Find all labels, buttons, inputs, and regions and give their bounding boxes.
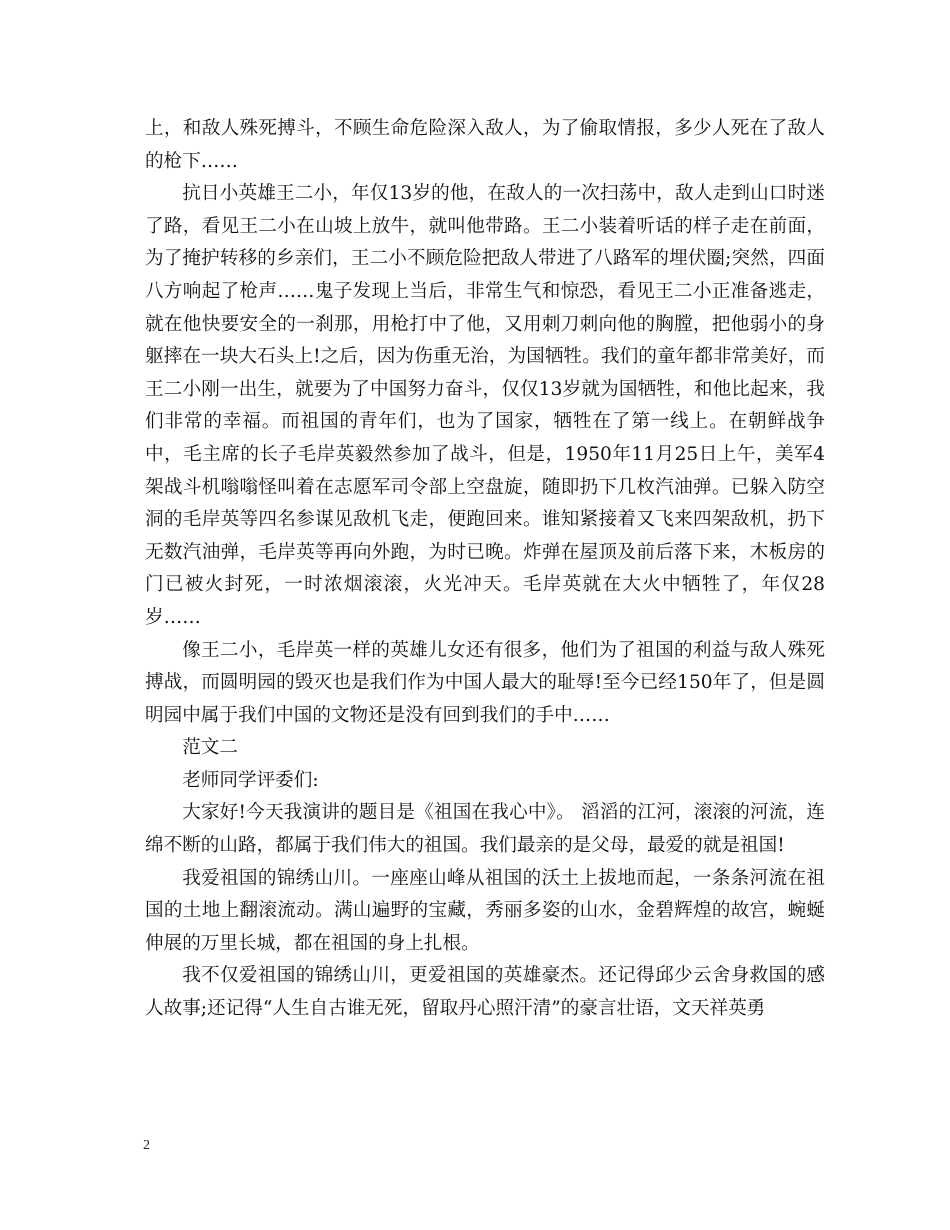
paragraph-love-mountains-rivers: 我爱祖国的锦绣山川。一座座山峰从祖国的沃土上拔地而起，一条条河流在祖国的土地上翻滚流动。满山遍野的宝藏，秀丽多姿的山水，金碧辉煌的故宫，蜿蜒伸展的万里长城，都在祖国的身上扎根。 — [145, 867, 825, 954]
paragraph-heroes-summary: 像王二小，毛岸英一样的英雄儿女还有很多，他们为了祖国的利益与敌人殊死搏战，而圆明园的毁灭也是我们作为中国人最大的耻辱!至今已经150年了，但是圆明园中属于我们中国的文物还是没有回到我们的手中…… — [145, 639, 825, 726]
salutation: 老师同学评委们: — [182, 769, 319, 791]
section-heading-example-two: 范文二 — [182, 737, 238, 759]
page-number: 2 — [143, 1138, 150, 1153]
paragraph-speech-intro: 大家好!今天我演讲的题目是《祖国在我心中》。 滔滔的江河，滚滚的河流，连绵不断的山路，都属于我们伟大的祖国。我们最亲的是父母，最爱的就是祖国! — [145, 802, 825, 857]
paragraph-wang-erxiao-mao-anying: 抗日小英雄王二小，年仅13岁的他，在敌人的一次扫荡中，敌人走到山口时迷了路，看见王二小在山坡上放牛，就叫他带路。王二小装着听话的样子走在前面，为了掩护转移的乡亲们，王二小不顾危险把敌人带进了八路军的埋伏圈;突然，四面八方响起了枪声……鬼子发现上当后，非常生气和惊恐，看见王二小正准备逃走，就在他快要安全的一刹那，用枪打中了他，又用刺刀刺向他的胸膛，把他弱小的身躯摔在一块大石头上!之后，因为伤重无治，为国牺牲。我们的童年都非常美好，而王二小刚一出生，就要为了中国努力奋斗，仅仅13岁就为国牺牲，和他比起来，我们非常的幸福。而祖国的青年们，也为了国家，牺牲在了第一线上。在朝鲜战争中，毛主席的长子毛岸英毅然参加了战斗，但是，1950年11月25日上午，美军4架战斗机嗡嗡怪叫着在志愿军司令部上空盘旋，随即扔下几枚汽油弹。已躲入防空洞的毛岸英等四名参谋见敌机飞走，便跑回来。谁知紧接着又飞来四架敌机，扔下无数汽油弹，毛岸英等再向外跑，为时已晚。炸弹在屋顶及前后落下来，木板房的门已被火封死，一时浓烟滚滚，火光冲天。毛岸英就在大火中牺牲了，年仅28岁…… — [145, 183, 825, 628]
paragraph-continuation: 上，和敌人殊死搏斗，不顾生命危险深入敌人，为了偷取情报，多少人死在了敌人的枪下…… — [145, 118, 825, 172]
paragraph-love-heroes: 我不仅爱祖国的锦绣山川，更爱祖国的英雄豪杰。还记得邱少云舍身救国的感人故事;还记得“人生自古谁无死，留取丹心照汗清”的豪言壮语，文天祥英勇 — [145, 965, 825, 1020]
document-body — [145, 113, 825, 1026]
